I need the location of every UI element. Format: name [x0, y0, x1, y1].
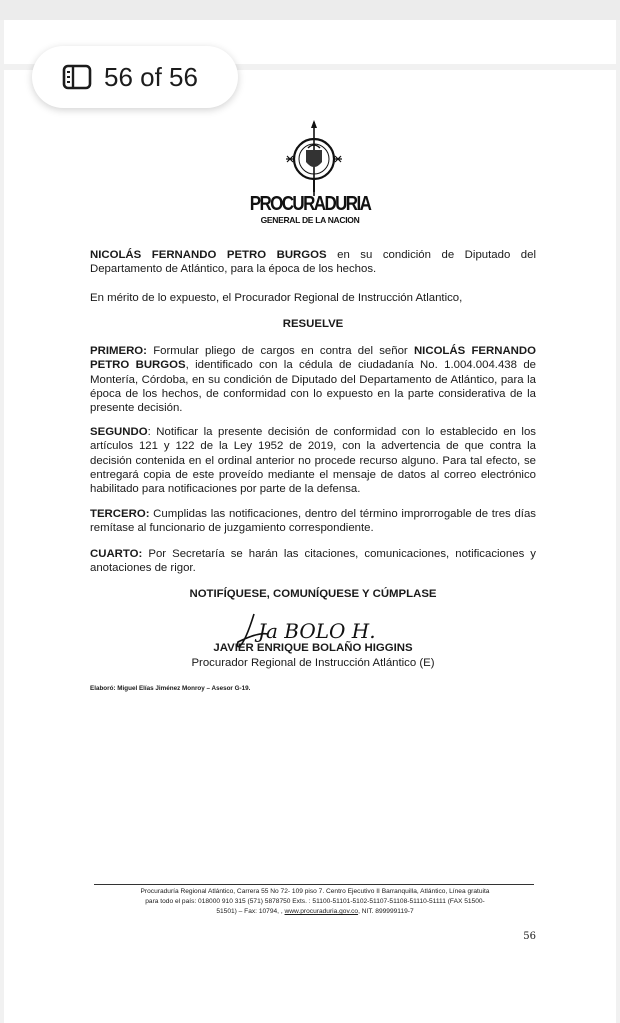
intro-rest: en su condición de Diputado del Departamento de Atlántico, para la época de los hechos. [90, 249, 536, 276]
logo-wordmark [244, 192, 376, 225]
cuarto-paragraph [90, 547, 536, 576]
page-number: 56 [523, 931, 536, 942]
signer-name: JAVIER ENRIQUE BOLAÑO HIGGINS [213, 642, 413, 654]
sidebar-panel-icon[interactable] [62, 64, 92, 90]
segundo-label: SEGUNDO [90, 426, 148, 438]
primero-paragraph [90, 344, 536, 415]
merit-paragraph: En mérito de lo expuesto, el Procurador Regional de Instrucción Atlantico, [90, 292, 463, 304]
primero-text-2: , identificado con la cédula de ciudadanía No. 1.004.004.438 de Montería, Córdoba, en su condición de Diputado del Departamento de Atlántico, para la época de los hechos, de conformidad con lo expuesto en la parte considerativa de la presente decisión. [90, 359, 536, 415]
primero-label: PRIMERO: [90, 345, 147, 357]
accused-name: NICOLÁS FERNANDO PETRO BURGOS [90, 249, 327, 261]
cuarto-label: CUARTO: [90, 548, 143, 560]
tercero-label: TERCERO: [90, 508, 150, 520]
logo-line-1: PROCURADURIA [249, 192, 371, 215]
footer-divider [94, 884, 534, 885]
resolve-heading: RESUELVE [282, 318, 344, 330]
footer [92, 887, 538, 917]
segundo-text: : Notificar la presente decisión de conformidad con lo establecido en los artículos 121 y 122 de la Ley 1952 de 2019, con la advertencia de que contra la decisión contenida en el ordinal anterior no procede recurso alguno. Para tal efecto, se entregará copia de este proveído mediante el mensaje de datos al correo electrónico habilitado para notificaciones por parte de la defensa. [90, 426, 536, 496]
signer-role: Procurador Regional de Instrucción Atlántico (E) [191, 657, 435, 669]
footer-line-1: Procuraduría Regional Atlántico, Carrera 55 No 72- 109 piso 7. Centro Ejecutivo II Barranquilla, Atlántico, Línea gratuita [140, 888, 490, 895]
footer-line-3 [92, 907, 538, 917]
viewer-top-strip [0, 0, 620, 20]
closing-line: NOTIFÍQUESE, COMUNÍQUESE Y CÚMPLASE [189, 588, 437, 600]
primero-name: NICOLÁS FERNANDO PETRO BURGOS [90, 345, 536, 372]
intro-paragraph [90, 248, 536, 277]
page-indicator[interactable] [32, 46, 238, 108]
tercero-paragraph [90, 507, 536, 536]
tercero-text: Cumplidas las notificaciones, dentro del término improrrogable de tres días remítase al funcionario de juzgamiento correspondiente. [90, 508, 536, 535]
footer-line-2: para todo el país: 018000 910 315 (571) 5878750 Exts. : 51100-51101-5102-51107-51108-51110-51111 (FAX 51500- [145, 898, 485, 905]
footer-line-3-start: 51501) – Fax: 10794, , [216, 908, 283, 915]
signature-scribble-text: Ja BOLO H. [258, 619, 376, 643]
document-page [4, 70, 616, 1023]
footer-line-3-end: , NIT. 899999119-7 [358, 908, 414, 915]
prepared-by: Elaboró: Miguel Elías Jiménez Monroy – Asesor G-19. [90, 685, 251, 692]
cuarto-text: Por Secretaría se harán las citaciones, comunicaciones, notificaciones y anotaciones de rigor. [90, 548, 536, 575]
procuraduria-link[interactable]: www.procuraduria.gov.co [284, 908, 359, 915]
segundo-paragraph [90, 425, 536, 496]
page-indicator-label: 56 of 56 [104, 61, 198, 92]
logo-line-2: GENERAL DE LA NACION [260, 215, 360, 225]
primero-text-1: Formular pliego de cargos en contra del señor [146, 345, 414, 357]
